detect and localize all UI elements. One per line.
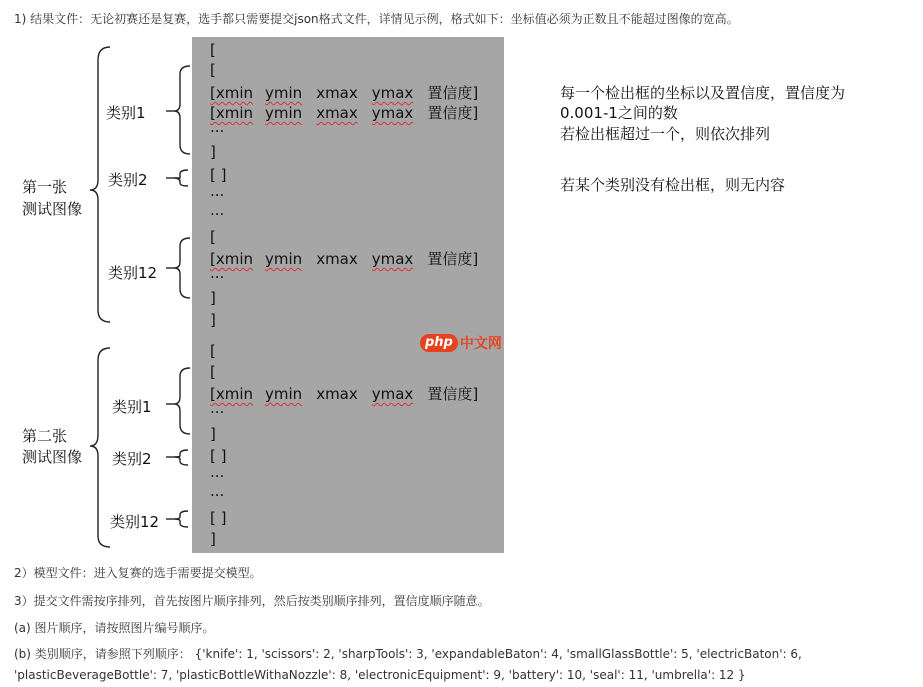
- ymax-token: ymax: [371, 104, 414, 122]
- img1-category-2-label: 类别2: [108, 171, 148, 189]
- confidence-token: 置信度]: [427, 385, 479, 403]
- brace-img2-cat1: [174, 368, 190, 434]
- ymax-token: ymax: [371, 84, 414, 102]
- confidence-token: 置信度]: [427, 104, 479, 122]
- open-bracket: [: [210, 228, 216, 246]
- note-1-line-2: 0.001-1之间的数: [560, 104, 678, 122]
- img2-category-12-label: 类别12: [110, 513, 160, 531]
- confidence-token: 置信度]: [427, 250, 479, 268]
- ymax-token: ymax: [371, 385, 414, 403]
- ymin-token: ymin: [265, 84, 303, 102]
- img1-category-1-label: 类别1: [106, 104, 146, 122]
- img2-category-2-label: 类别2: [112, 450, 152, 468]
- xmin-token: [xmin: [210, 250, 254, 268]
- xmin-token: [xmin: [210, 84, 254, 102]
- image-2-label-line2: 测试图像: [22, 448, 83, 466]
- rule-b-line-1: (b) 类别顺序，请参照下列顺序： {'knife': 1, 'scissors': 2, 'sharpTools': 3, 'expandableBaton': 4, 'smallGlassBottle': 5, 'electricBaton': 6,: [14, 647, 802, 661]
- open-bracket: [: [210, 41, 216, 59]
- xmin-token: [xmin: [210, 385, 254, 403]
- note-3: 若某个类别没有检出框，则无内容: [560, 176, 786, 194]
- brace-img2-cat12: [174, 511, 188, 527]
- watermark-text: 中文网: [459, 336, 502, 352]
- img1-category-12-label: 类别12: [108, 264, 158, 282]
- image-2-label-line1: 第二张: [22, 427, 68, 445]
- ymax-token: ymax: [371, 250, 414, 268]
- brace-image-1: [90, 47, 110, 322]
- watermark-badge: php: [420, 334, 458, 352]
- close-bracket: ]: [210, 311, 216, 329]
- xmax-token: xmax: [316, 250, 358, 268]
- ellipsis: ...: [210, 399, 225, 417]
- empty-list: [ ]: [210, 166, 227, 184]
- rule-3-text: 3）提交文件需按序排列，首先按图片顺序排列，然后按类别顺序排列，置信度顺序随意。: [14, 594, 490, 608]
- rule-2-text: 2）模型文件：进入复赛的选手需要提交模型。: [14, 566, 262, 580]
- empty-list: [ ]: [210, 447, 227, 465]
- intro-text: 1) 结果文件：无论初赛还是复赛，选手都只需要提交json格式文件，详情见示例，格式如下：坐标值必须为正数且不能超过图像的宽高。: [14, 12, 739, 26]
- ymin-token: ymin: [265, 385, 303, 403]
- rule-b-line-2: 'plasticBeverageBottle': 7, 'plasticBottleWithaNozzle': 8, 'electronicEquipment': 9, 'battery': 10, 'seal': 11, 'umbrella': 12 }: [14, 668, 746, 682]
- rule-a-text: (a) 图片顺序，请按照图片编号顺序。: [14, 621, 215, 635]
- close-bracket: ]: [210, 530, 216, 548]
- box-row: [210, 82, 478, 103]
- confidence-token: 置信度]: [427, 84, 479, 102]
- xmax-token: xmax: [316, 104, 358, 122]
- ellipsis: ...: [210, 201, 225, 219]
- php-cn-watermark-logo: [420, 332, 502, 354]
- box-row: [210, 383, 478, 404]
- brace-image-2: [90, 348, 110, 547]
- close-bracket: ]: [210, 425, 216, 443]
- xmax-token: xmax: [316, 385, 358, 403]
- box-row: [210, 102, 478, 123]
- ellipsis: ...: [210, 463, 225, 481]
- ymin-token: ymin: [265, 250, 303, 268]
- xmin-token: [xmin: [210, 104, 254, 122]
- close-bracket: ]: [210, 143, 216, 161]
- close-bracket: ]: [210, 289, 216, 307]
- xmax-token: xmax: [316, 84, 358, 102]
- brace-img2-cat2: [174, 450, 188, 465]
- ellipsis: ...: [210, 264, 225, 282]
- image-1-label-line1: 第一张: [22, 178, 68, 196]
- brace-img1-cat2: [174, 170, 188, 186]
- box-row: [210, 248, 478, 269]
- img2-category-1-label: 类别1: [112, 398, 152, 416]
- open-bracket: [: [210, 363, 216, 381]
- ellipsis: ...: [210, 482, 225, 500]
- open-bracket: [: [210, 61, 216, 79]
- ellipsis: ...: [210, 182, 225, 200]
- brace-img1-cat12: [174, 238, 190, 298]
- ymin-token: ymin: [265, 104, 303, 122]
- note-1-line-1: 每一个检出框的坐标以及置信度，置信度为: [560, 84, 846, 102]
- open-bracket: [: [210, 342, 216, 360]
- image-1-label-line2: 测试图像: [22, 200, 83, 218]
- ellipsis: ...: [210, 118, 225, 136]
- brace-img1-cat1: [174, 66, 190, 154]
- note-2: 若检出框超过一个，则依次排列: [560, 125, 771, 143]
- empty-list: [ ]: [210, 509, 227, 527]
